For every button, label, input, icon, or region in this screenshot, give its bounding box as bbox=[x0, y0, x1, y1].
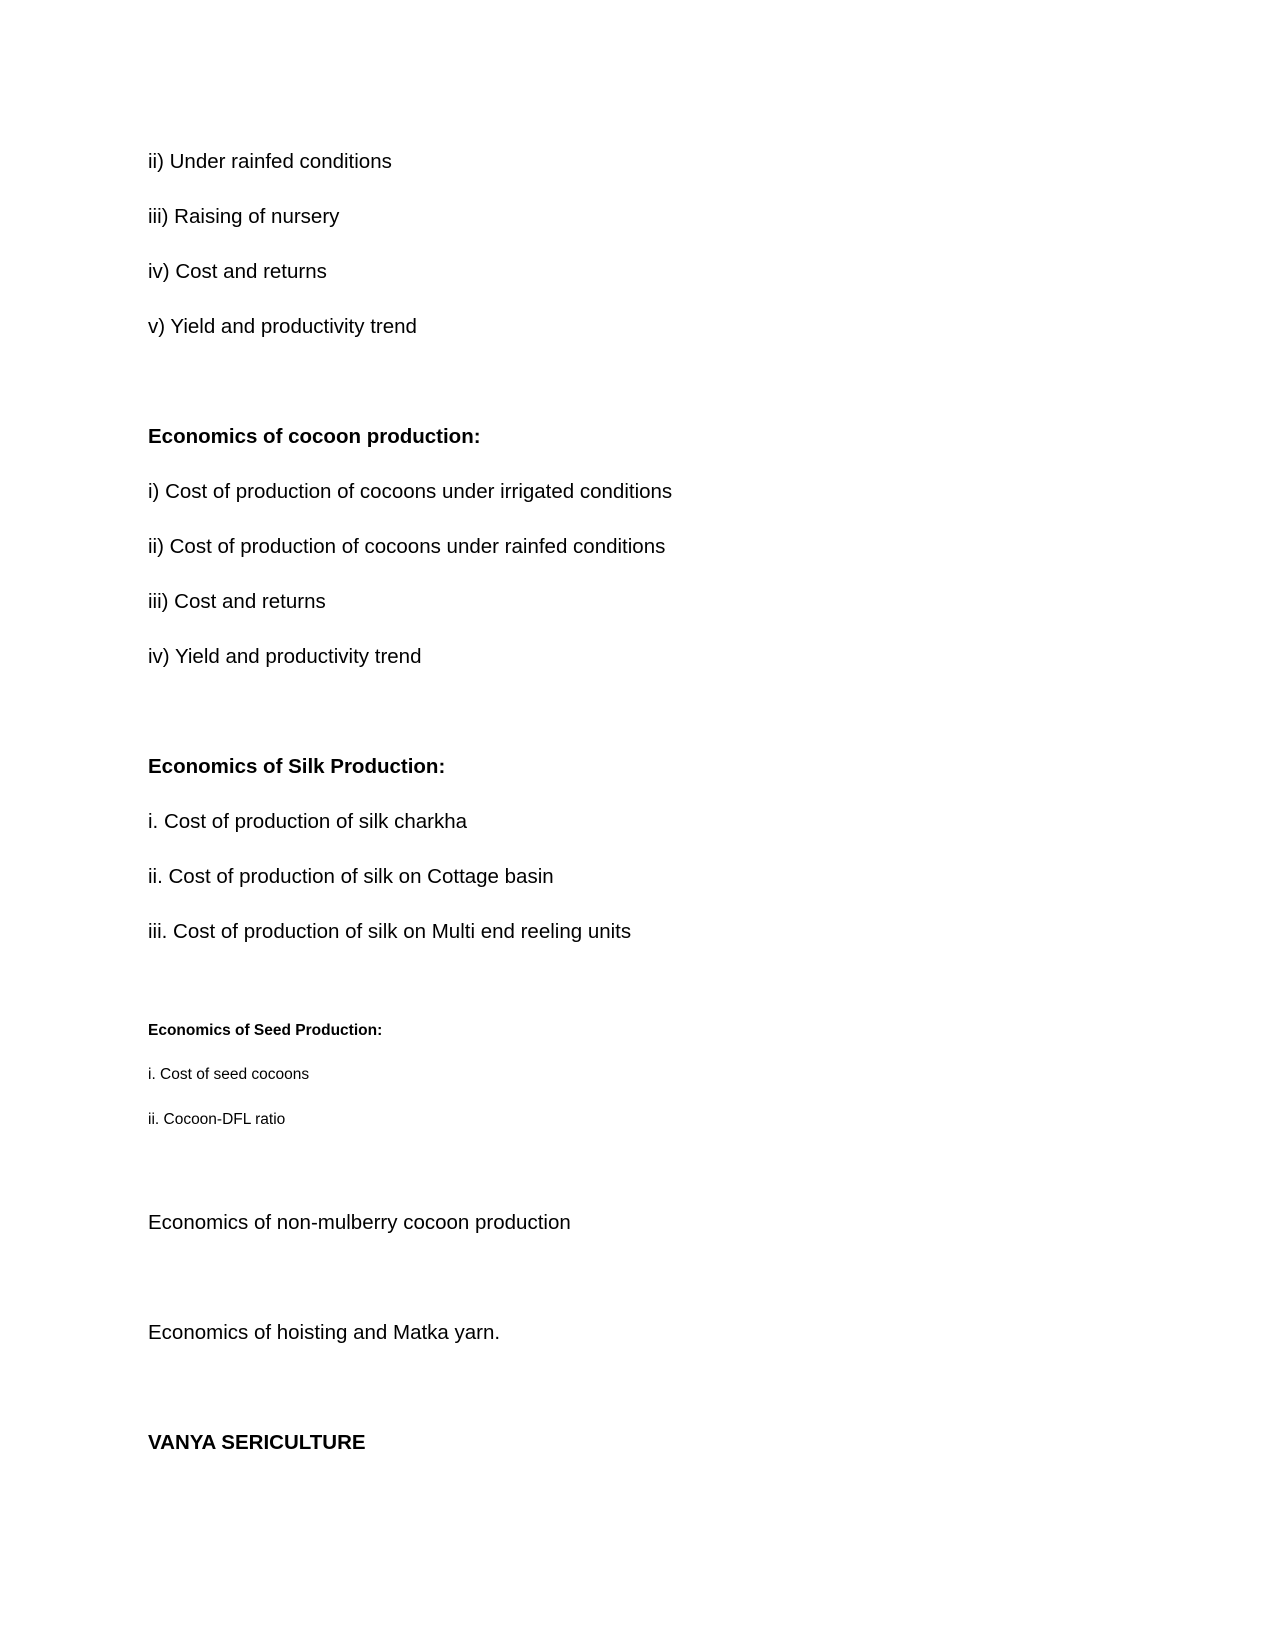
heading-seed-production: Economics of Seed Production: bbox=[148, 1022, 383, 1039]
list-item-silk-multi-end: iii. Cost of production of silk on Multi end reeling units bbox=[148, 920, 632, 943]
list-item-seed-cocoons: i. Cost of seed cocoons bbox=[148, 1066, 310, 1083]
list-item-cocoon-cost-returns: iii) Cost and returns bbox=[148, 590, 326, 613]
list-item-cocoon-dfl-ratio: ii. Cocoon-DFL ratio bbox=[148, 1111, 286, 1128]
list-item-silk-cottage-basin: ii. Cost of production of silk on Cottage basin bbox=[148, 865, 554, 888]
list-item-raising-nursery: iii) Raising of nursery bbox=[148, 205, 340, 228]
list-item-cocoon-yield-trend: iv) Yield and productivity trend bbox=[148, 645, 422, 668]
heading-vanya-sericulture: VANYA SERICULTURE bbox=[148, 1431, 366, 1454]
list-item-cocoon-irrigated: i) Cost of production of cocoons under irrigated conditions bbox=[148, 480, 673, 503]
heading-silk-production: Economics of Silk Production: bbox=[148, 755, 446, 778]
list-item-cocoon-rainfed: ii) Cost of production of cocoons under rainfed conditions bbox=[148, 535, 666, 558]
list-item-yield-trend: v) Yield and productivity trend bbox=[148, 315, 417, 338]
heading-non-mulberry: Economics of non-mulberry cocoon production bbox=[148, 1211, 571, 1234]
list-item-silk-charkha: i. Cost of production of silk charkha bbox=[148, 810, 468, 833]
heading-cocoon-production: Economics of cocoon production: bbox=[148, 425, 481, 448]
list-item-cost-returns: iv) Cost and returns bbox=[148, 260, 327, 283]
heading-hoisting-matka: Economics of hoisting and Matka yarn. bbox=[148, 1321, 501, 1344]
list-item-rainfed-conditions: ii) Under rainfed conditions bbox=[148, 150, 392, 173]
